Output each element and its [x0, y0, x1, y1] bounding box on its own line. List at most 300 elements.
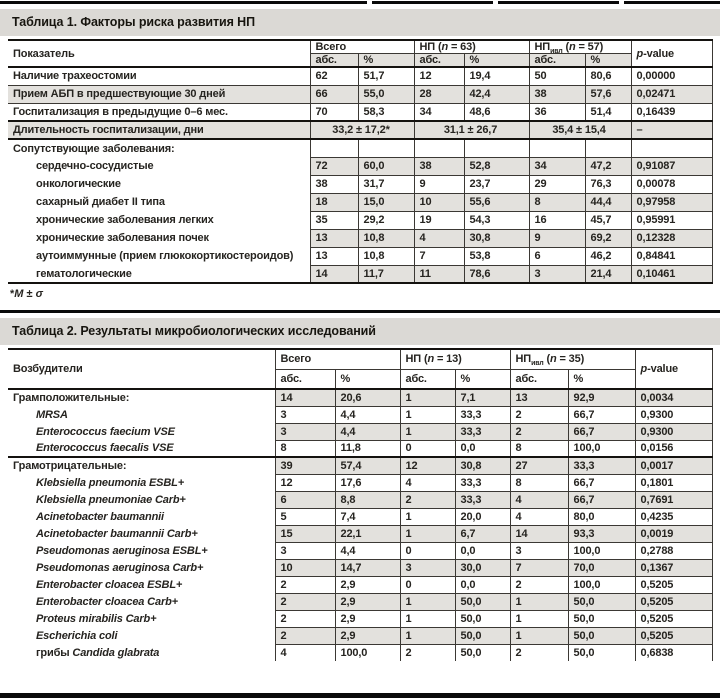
- value-cell: 18: [310, 193, 358, 211]
- value-cell: 62: [310, 67, 358, 85]
- group-header-cell: [400, 349, 510, 369]
- value-cell: 2: [510, 576, 568, 593]
- text-fragment: Прием АБП в предшествующие 30 дней: [13, 88, 226, 100]
- value-cell: 45,7: [585, 211, 631, 229]
- value-cell: 19,4: [464, 67, 529, 85]
- group-header-cell: [414, 40, 529, 54]
- pvalue-cell: [631, 139, 712, 157]
- row-header-cell: [8, 349, 275, 389]
- value-cell: 30,8: [455, 457, 510, 474]
- text-fragment: Acinetobacter baumannii Carb+: [36, 527, 198, 540]
- subheader-cell: абс.: [529, 54, 585, 68]
- text-fragment: (: [543, 353, 551, 366]
- value-cell: 3: [275, 406, 335, 423]
- value-cell: 48,6: [464, 103, 529, 121]
- value-cell: 1: [400, 389, 455, 406]
- value-cell: 92,9: [568, 389, 635, 406]
- text-fragment: НП (: [405, 353, 428, 366]
- value-cell: 8,8: [335, 491, 400, 508]
- value-cell: 11,7: [358, 265, 414, 283]
- value-cell: 22,1: [335, 525, 400, 542]
- subheader-cell: %: [568, 369, 635, 389]
- pvalue-cell: 0,12328: [631, 229, 712, 247]
- value-cell: [310, 139, 358, 157]
- value-cell: 8: [510, 440, 568, 457]
- value-cell: 12: [400, 457, 455, 474]
- value-cell: 2: [510, 406, 568, 423]
- group-header-cell: [529, 40, 631, 54]
- text-fragment: MRSA: [36, 408, 68, 421]
- row-label-cell: [8, 508, 275, 525]
- table-row: [8, 193, 712, 211]
- value-cell: 50,0: [568, 593, 635, 610]
- value-cell: 1: [400, 508, 455, 525]
- value-cell: 14,7: [335, 559, 400, 576]
- value-cell: 28: [414, 85, 464, 103]
- pvalue-cell: 0,16439: [631, 103, 712, 121]
- value-cell: 1: [400, 525, 455, 542]
- text-fragment: Enterobacter cloacea Carb+: [36, 595, 178, 608]
- value-cell: 66,7: [568, 406, 635, 423]
- pvalue-cell: 0,5205: [635, 627, 712, 644]
- subheader-cell: абс.: [510, 369, 568, 389]
- text-fragment: Enterococcus faecium VSE: [36, 425, 175, 438]
- value-cell: 27: [510, 457, 568, 474]
- value-cell: 3: [275, 542, 335, 559]
- microbiology-table: [8, 348, 713, 661]
- value-cell: 6,7: [455, 525, 510, 542]
- value-cell: 33,3: [455, 406, 510, 423]
- text-fragment: хронические заболевания легких: [36, 214, 214, 226]
- pvalue-cell: 0,97958: [631, 193, 712, 211]
- value-cell: 51,7: [358, 67, 414, 85]
- value-cell: 20,0: [455, 508, 510, 525]
- table-row: [8, 474, 712, 491]
- table-row: [8, 559, 712, 576]
- value-cell: 10,8: [358, 247, 414, 265]
- text-fragment: ивл: [531, 360, 544, 368]
- value-cell: 13: [310, 229, 358, 247]
- text-fragment: σ: [35, 288, 43, 300]
- value-cell: 2: [400, 491, 455, 508]
- table-row: [8, 593, 712, 610]
- value-cell: 13: [510, 389, 568, 406]
- group-header-cell: [510, 349, 635, 369]
- pvalue-cell: 0,0034: [635, 389, 712, 406]
- text-fragment: M: [14, 288, 24, 300]
- section-divider-rule: [0, 310, 720, 313]
- table-body: [8, 389, 712, 661]
- value-cell: 0,0: [455, 576, 510, 593]
- value-cell: 1: [400, 627, 455, 644]
- value-cell: 35: [310, 211, 358, 229]
- value-cell: 0,0: [455, 440, 510, 457]
- row-label-cell: [8, 193, 310, 211]
- table-head: [8, 349, 712, 389]
- value-cell: 3: [510, 542, 568, 559]
- value-cell: 100,0: [568, 440, 635, 457]
- table1-title: Таблица 1. Факторы риска развития НП: [12, 15, 255, 29]
- text-fragment: Enterobacter cloacea ESBL+: [36, 578, 183, 591]
- row-label-cell: [8, 85, 310, 103]
- text-fragment: n: [441, 41, 449, 53]
- text-fragment: ±: [23, 288, 36, 300]
- value-cell: 2: [275, 593, 335, 610]
- value-cell: 93,3: [568, 525, 635, 542]
- pvalue-cell: 0,2788: [635, 542, 712, 559]
- value-cell: 2,9: [335, 576, 400, 593]
- value-cell: 100,0: [568, 542, 635, 559]
- value-cell: 10: [414, 193, 464, 211]
- value-cell: 2,9: [335, 593, 400, 610]
- pvalue-header-cell: [635, 349, 712, 389]
- value-cell: 50,0: [455, 644, 510, 661]
- value-cell: 10,8: [358, 229, 414, 247]
- table-row: [8, 229, 712, 247]
- value-cell: 0: [400, 440, 455, 457]
- value-cell: 2: [275, 576, 335, 593]
- text-fragment: сердечно-сосудистые: [36, 160, 154, 172]
- value-cell: 4: [510, 491, 568, 508]
- value-cell: [464, 139, 529, 157]
- value-cell: 33,3: [455, 423, 510, 440]
- text-fragment: = 35): [556, 353, 585, 366]
- value-cell: 15: [275, 525, 335, 542]
- value-cell: 5: [275, 508, 335, 525]
- row-label-cell: [8, 423, 275, 440]
- text-fragment: p: [640, 363, 648, 375]
- value-cell: 2: [400, 644, 455, 661]
- pvalue-cell: 0,0019: [635, 525, 712, 542]
- text-fragment: онкологические: [36, 178, 121, 190]
- text-fragment: Candida glabrata: [72, 646, 160, 659]
- row-label-cell: [8, 627, 275, 644]
- value-cell: 9: [529, 229, 585, 247]
- pvalue-cell: 0,5205: [635, 610, 712, 627]
- value-cell: 0: [400, 576, 455, 593]
- table2-title: Таблица 2. Результаты микробиологических исследований: [12, 324, 376, 338]
- value-cell: 78,6: [464, 265, 529, 283]
- table-row: [8, 211, 712, 229]
- subheader-cell: %: [464, 54, 529, 68]
- value-cell: 29,2: [358, 211, 414, 229]
- value-cell: 50,0: [568, 627, 635, 644]
- text-fragment: Наличие трахеостомии: [13, 70, 137, 83]
- text-fragment: = 13): [434, 353, 462, 366]
- value-cell: 2: [275, 627, 335, 644]
- value-cell: 2,9: [335, 627, 400, 644]
- pvalue-cell: 0,4235: [635, 508, 712, 525]
- value-cell: 38: [529, 85, 585, 103]
- subheader-cell: %: [335, 369, 400, 389]
- value-cell: 14: [275, 389, 335, 406]
- value-cell: 70,0: [568, 559, 635, 576]
- value-cell: 33,3: [568, 457, 635, 474]
- value-cell: 16: [529, 211, 585, 229]
- value-cell: 1: [510, 593, 568, 610]
- subheader-cell: абс.: [310, 54, 358, 68]
- pvalue-header-cell: [631, 40, 712, 67]
- text-fragment: Pseudomonas aeruginosa ESBL+: [36, 544, 208, 557]
- header-row: [8, 40, 712, 54]
- value-cell: 66,7: [568, 474, 635, 491]
- text-fragment: ивл: [550, 48, 563, 54]
- text-fragment: Госпитализация в предыдущие 0–6 мес.: [13, 105, 228, 118]
- value-cell: 7,1: [455, 389, 510, 406]
- value-cell: 7: [414, 247, 464, 265]
- text-fragment: Сопутствующие заболевания:: [13, 142, 175, 155]
- merged-value-cell: 31,1 ± 26,7: [414, 121, 529, 139]
- row-label-cell: [8, 525, 275, 542]
- row-header-cell: [8, 40, 310, 67]
- text-fragment: грибы: [36, 646, 73, 659]
- row-label-cell: [8, 542, 275, 559]
- pvalue-cell: 0,95991: [631, 211, 712, 229]
- value-cell: 1: [400, 610, 455, 627]
- value-cell: 4,4: [335, 423, 400, 440]
- text-fragment: Acinetobacter baumannii: [36, 510, 164, 523]
- value-cell: 3: [400, 559, 455, 576]
- text-fragment: аутоиммунные (прием глюкокортикостероидов): [36, 250, 294, 262]
- row-label-cell: [8, 229, 310, 247]
- table-row: [8, 440, 712, 457]
- value-cell: 1: [510, 627, 568, 644]
- pvalue-cell: 0,00000: [631, 67, 712, 85]
- row-label-cell: [8, 644, 275, 661]
- value-cell: 1: [400, 423, 455, 440]
- value-cell: 10: [275, 559, 335, 576]
- value-cell: 20,6: [335, 389, 400, 406]
- value-cell: 4: [400, 474, 455, 491]
- text-fragment: Грамотрицательные:: [13, 460, 127, 472]
- value-cell: 80,0: [568, 508, 635, 525]
- text-fragment: = 63): [448, 41, 476, 53]
- pvalue-cell: 0,02471: [631, 85, 712, 103]
- value-cell: 50: [529, 67, 585, 85]
- table1-title-bar: [0, 9, 720, 36]
- row-label-cell: [8, 139, 310, 157]
- table-row: [8, 389, 712, 406]
- bottom-edge-rule: [0, 693, 720, 698]
- text-fragment: Pseudomonas aeruginosa Carb+: [36, 561, 204, 574]
- pvalue-cell: 0,0017: [635, 457, 712, 474]
- value-cell: 6: [529, 247, 585, 265]
- value-cell: 46,2: [585, 247, 631, 265]
- value-cell: 4: [510, 508, 568, 525]
- table-row: [8, 423, 712, 440]
- table-body: [8, 67, 712, 283]
- pvalue-cell: 0,10461: [631, 265, 712, 283]
- pvalue-cell: 0,9300: [635, 423, 712, 440]
- value-cell: 70: [310, 103, 358, 121]
- value-cell: 23,7: [464, 175, 529, 193]
- row-label-cell: [8, 491, 275, 508]
- value-cell: 33,3: [455, 474, 510, 491]
- value-cell: 2: [275, 610, 335, 627]
- value-cell: 66: [310, 85, 358, 103]
- pvalue-cell: 0,1367: [635, 559, 712, 576]
- pvalue-cell: 0,5205: [635, 576, 712, 593]
- text-fragment: p: [636, 47, 644, 60]
- value-cell: 76,3: [585, 175, 631, 193]
- text-fragment: Klebsiella pneumoniae Carb+: [36, 493, 186, 506]
- value-cell: 0: [400, 542, 455, 559]
- value-cell: 50,0: [455, 610, 510, 627]
- text-fragment: n: [550, 353, 557, 366]
- group-header-cell: [275, 349, 400, 369]
- row-label-cell: [8, 593, 275, 610]
- table-row: [8, 247, 712, 265]
- subheader-cell: %: [585, 54, 631, 68]
- pvalue-cell: 0,1801: [635, 474, 712, 491]
- row-label-cell: [8, 457, 275, 474]
- value-cell: 55,6: [464, 193, 529, 211]
- row-label-cell: [8, 175, 310, 193]
- value-cell: 1: [400, 406, 455, 423]
- value-cell: 52,8: [464, 157, 529, 175]
- value-cell: 14: [310, 265, 358, 283]
- row-label-cell: [8, 103, 310, 121]
- value-cell: 4,4: [335, 542, 400, 559]
- table-row: [8, 542, 712, 559]
- pvalue-cell: 0,00078: [631, 175, 712, 193]
- text-fragment: (: [562, 41, 570, 53]
- pvalue-cell: 0,6838: [635, 644, 712, 661]
- subheader-cell: %: [455, 369, 510, 389]
- table-row: [8, 103, 712, 121]
- merged-value-cell: 35,4 ± 15,4: [529, 121, 631, 139]
- value-cell: 55,0: [358, 85, 414, 103]
- text-fragment: хронические заболевания почек: [36, 232, 209, 244]
- value-cell: 38: [310, 175, 358, 193]
- value-cell: 36: [529, 103, 585, 121]
- value-cell: 44,4: [585, 193, 631, 211]
- text-fragment: -value: [647, 363, 678, 375]
- value-cell: 53,8: [464, 247, 529, 265]
- text-fragment: Всего: [315, 41, 347, 53]
- value-cell: 42,4: [464, 85, 529, 103]
- pvalue-cell: 0,84841: [631, 247, 712, 265]
- value-cell: 72: [310, 157, 358, 175]
- value-cell: 8: [529, 193, 585, 211]
- value-cell: 1: [400, 593, 455, 610]
- value-cell: 30,8: [464, 229, 529, 247]
- table-row: [8, 508, 712, 525]
- row-label-cell: [8, 247, 310, 265]
- text-fragment: *: [10, 288, 15, 300]
- row-label-cell: [8, 265, 310, 283]
- value-cell: 4: [275, 644, 335, 661]
- value-cell: 0,0: [455, 542, 510, 559]
- text-fragment: Длительность госпитализации, дни: [13, 124, 204, 136]
- row-label-cell: [8, 211, 310, 229]
- value-cell: 54,3: [464, 211, 529, 229]
- value-cell: 12: [414, 67, 464, 85]
- text-fragment: НП: [534, 41, 551, 53]
- row-label-cell: [8, 576, 275, 593]
- value-cell: 66,7: [568, 423, 635, 440]
- value-cell: 12: [275, 474, 335, 491]
- row-label-cell: [8, 67, 310, 85]
- value-cell: 34: [529, 157, 585, 175]
- value-cell: [358, 139, 414, 157]
- table2-title-bar: [0, 318, 720, 345]
- value-cell: 15,0: [358, 193, 414, 211]
- value-cell: 51,4: [585, 103, 631, 121]
- text-fragment: сахарный диабет II типа: [36, 196, 165, 208]
- value-cell: 4: [414, 229, 464, 247]
- value-cell: 7,4: [335, 508, 400, 525]
- text-fragment: Грамположительные:: [13, 392, 130, 404]
- group-header-cell: [310, 40, 414, 54]
- value-cell: 3: [529, 265, 585, 283]
- value-cell: 8: [510, 474, 568, 491]
- value-cell: 100,0: [568, 576, 635, 593]
- value-cell: 58,3: [358, 103, 414, 121]
- table-row: [8, 85, 712, 103]
- value-cell: 17,6: [335, 474, 400, 491]
- header-row: [8, 349, 712, 369]
- table-row: [8, 576, 712, 593]
- value-cell: 50,0: [455, 593, 510, 610]
- value-cell: 9: [414, 175, 464, 193]
- value-cell: 6: [275, 491, 335, 508]
- table-row: [8, 139, 712, 157]
- table-row: [8, 491, 712, 508]
- text-fragment: Klebsiella pneumonia ESBL+: [36, 476, 185, 489]
- row-label-cell: [8, 559, 275, 576]
- subheader-cell: абс.: [414, 54, 464, 68]
- table-head: [8, 40, 712, 67]
- value-cell: 7: [510, 559, 568, 576]
- text-fragment: Возбудители: [13, 363, 83, 375]
- text-fragment: Proteus mirabilis Carb+: [36, 612, 157, 625]
- table-row: [8, 157, 712, 175]
- value-cell: 8: [275, 440, 335, 457]
- value-cell: [414, 139, 464, 157]
- text-fragment: -value: [643, 47, 674, 60]
- value-cell: 19: [414, 211, 464, 229]
- value-cell: 50,0: [455, 627, 510, 644]
- table-row: [8, 627, 712, 644]
- row-label-cell: [8, 389, 275, 406]
- table-row: [8, 525, 712, 542]
- value-cell: 3: [275, 423, 335, 440]
- table-row: [8, 121, 712, 139]
- text-fragment: Enterococcus faecalis VSE: [36, 442, 174, 454]
- merged-value-cell: 33,2 ± 17,2*: [310, 121, 414, 139]
- table-row: [8, 644, 712, 661]
- row-label-cell: [8, 474, 275, 491]
- value-cell: 33,3: [455, 491, 510, 508]
- text-fragment: Escherichia coli: [36, 629, 118, 642]
- pvalue-cell: 0,5205: [635, 593, 712, 610]
- table-row: [8, 457, 712, 474]
- value-cell: 39: [275, 457, 335, 474]
- value-cell: 2: [510, 423, 568, 440]
- text-fragment: n: [569, 41, 576, 53]
- value-cell: 50,0: [568, 610, 635, 627]
- value-cell: 21,4: [585, 265, 631, 283]
- subheader-cell: абс.: [400, 369, 455, 389]
- value-cell: 66,7: [568, 491, 635, 508]
- value-cell: 38: [414, 157, 464, 175]
- table-row: [8, 67, 712, 85]
- value-cell: 60,0: [358, 157, 414, 175]
- value-cell: 2: [510, 644, 568, 661]
- value-cell: 11: [414, 265, 464, 283]
- value-cell: 80,6: [585, 67, 631, 85]
